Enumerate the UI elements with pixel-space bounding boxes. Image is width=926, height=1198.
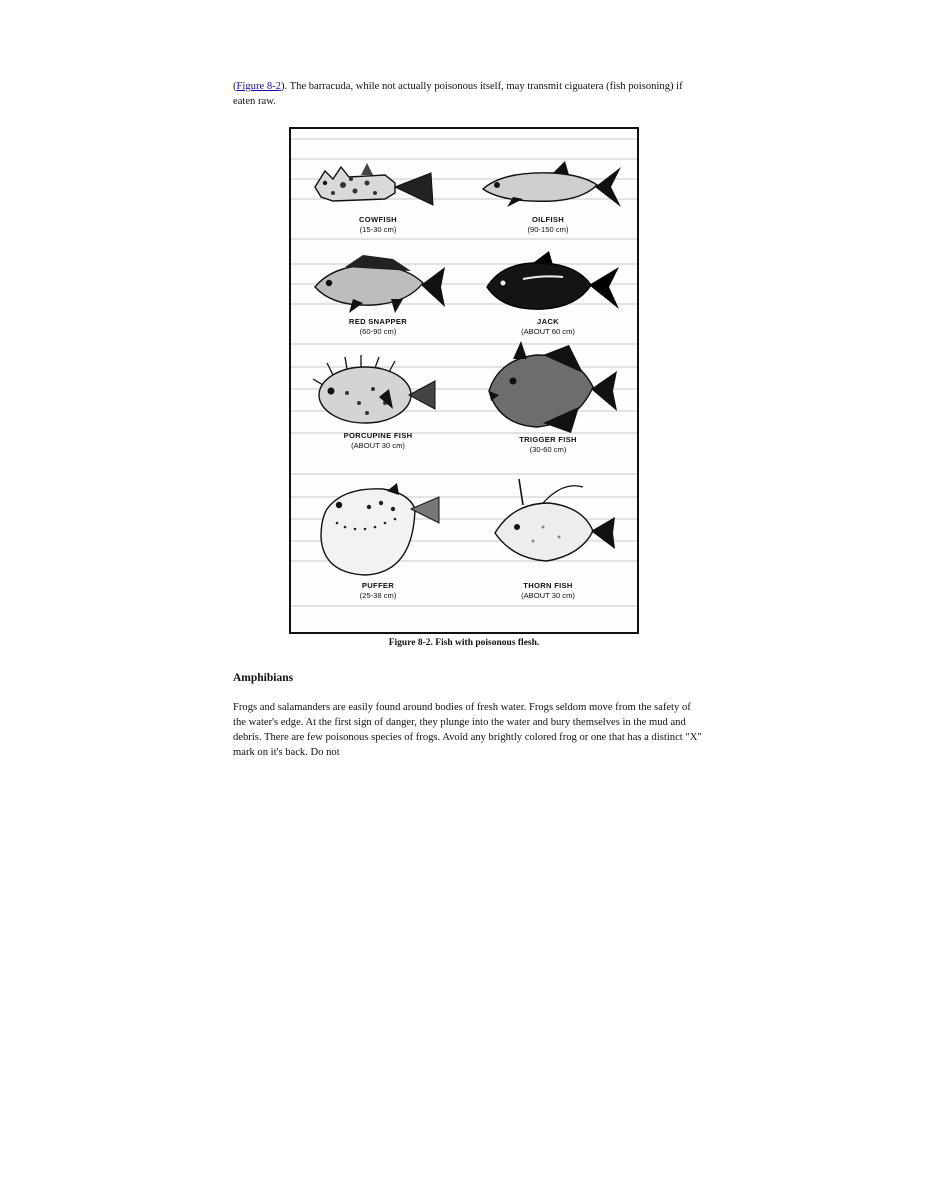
fish-size: (ABOUT 60 cm)	[521, 327, 575, 336]
fish-name: JACK	[537, 317, 559, 326]
section-heading: Amphibians	[233, 672, 294, 684]
fish-size: (30-60 cm)	[529, 445, 567, 454]
fish-name: TRIGGER FISH	[519, 435, 577, 444]
thorn-fish-icon	[473, 477, 623, 577]
puffer-icon	[303, 479, 453, 579]
open-paren: (	[233, 81, 237, 92]
figure-caption: Figure 8-2. Fish with poisonous flesh.	[388, 638, 540, 648]
fish-cell-trigger-fish	[463, 343, 633, 463]
fish-size: (90-150 cm)	[527, 225, 569, 234]
fish-name: PUFFER	[361, 581, 395, 590]
fish-cell-thorn-fish	[463, 477, 633, 600]
fish-name: OILFISH	[531, 215, 565, 224]
jack-icon	[473, 251, 623, 321]
porcupine-fish-icon	[303, 353, 453, 433]
trigger-fish-icon	[473, 337, 623, 437]
oilfish-icon	[473, 157, 623, 217]
intro-text: ). The barracuda, while not actually poisonous itself, may transmit ciguatera (fish poisoning) if eaten raw.	[233, 81, 683, 107]
fish-name: PORCUPINE FISH	[343, 431, 413, 440]
figure-link[interactable]: Figure 8-2	[236, 81, 281, 92]
fish-cell-puffer	[293, 477, 463, 600]
fish-name: COWFISH	[359, 215, 397, 224]
fish-cell-porcupine-fish	[293, 343, 463, 463]
fish-name: RED SNAPPER	[348, 317, 408, 326]
fish-size: (ABOUT 30 cm)	[521, 591, 575, 600]
red-snapper-icon	[303, 251, 453, 321]
cowfish-icon	[303, 157, 453, 217]
intro-paragraph	[233, 79, 703, 109]
fish-size: (25-38 cm)	[359, 591, 397, 600]
amphibians-paragraph: Frogs and salamanders are easily found around bodies of fresh water. Frogs seldom move from the safety of the water's edge. At the first sign of danger, they plunge into the water and bury themselves in the mud and debris. There are few poisonous species of frogs. Avoid any brightly colored frog or one that has a distinct "X" mark on it's back. Do not	[233, 702, 702, 758]
fish-size: (60-90 cm)	[359, 327, 397, 336]
fish-size: (15-30 cm)	[359, 225, 397, 234]
fish-name: THORN FISH	[523, 581, 573, 590]
fish-figure	[289, 127, 639, 634]
fish-size: (ABOUT 30 cm)	[351, 441, 405, 450]
